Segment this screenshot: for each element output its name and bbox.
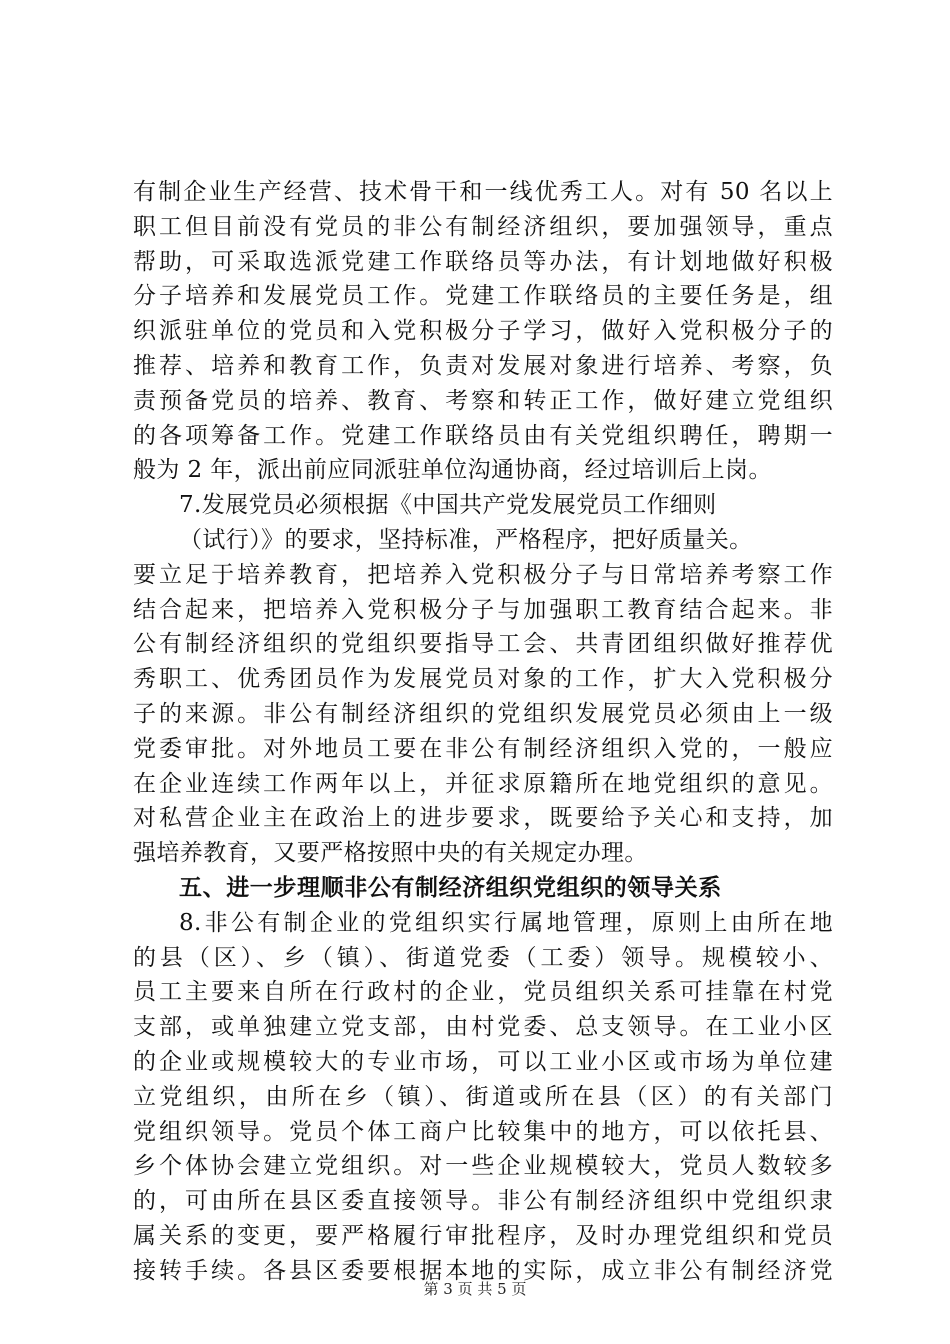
text-line: 党组织领导。党员个体工商户比较集中的地方，可以依托县、 (133, 1118, 833, 1145)
document-body (133, 175, 833, 1289)
text-line: 公有制经济组织的党组织要指导工会、共青团组织做好推荐优 (133, 631, 833, 658)
text-line: 秀职工、优秀团员作为发展党员对象的工作，扩大入党积极分 (133, 666, 833, 693)
text-line: 的各项筹备工作。党建工作联络员由有关党组织聘任，聘期一 (133, 422, 833, 449)
text-line: 对私营企业主在政治上的进步要求，既要给予关心和支持，加 (133, 805, 833, 832)
text-line: 立党组织，由所在乡（镇）、街道或所在县（区）的有关部门 (133, 1083, 833, 1110)
text-line: 要立足于培养教育，把培养入党积极分子与日常培养考察工作 (133, 561, 833, 588)
text-line: 子的来源。非公有制经济组织的党组织发展党员必须由上一级 (133, 700, 833, 727)
text-line: 职工但目前没有党员的非公有制经济组织，要加强领导，重点 (133, 213, 833, 240)
text-line: 属关系的变更，要严格履行审批程序，及时办理党组织和党员 (133, 1222, 833, 1249)
text-line: 般为 2 年，派出前应同派驻单位沟通协商，经过培训后上岗。 (133, 457, 772, 484)
text-line: 的企业或规模较大的专业市场，可以工业小区或市场为单位建 (133, 1048, 833, 1075)
text-line: 推荐、培养和教育工作，负责对发展对象进行培养、考察，负 (133, 352, 833, 379)
page-number: 第 3 页 共 5 页 (423, 1280, 527, 1298)
page-footer (0, 1278, 950, 1299)
paragraph-start-line: 7.发展党员必须根据《中国共产党发展党员工作细则 (179, 492, 717, 519)
text-line: 结合起来，把培养入党积极分子与加强职工教育结合起来。非 (133, 596, 833, 623)
text-line: 有制企业生产经营、技术骨干和一线优秀工人。对有 50 名以上 (133, 179, 833, 205)
text-line: 责预备党员的培养、教育、考察和转正工作，做好建立党组织 (133, 387, 833, 414)
text-line: 分子培养和发展党员工作。党建工作联络员的主要任务是，组 (133, 283, 833, 310)
text-line: 党委审批。对外地员工要在非公有制经济组织入党的，一般应 (133, 735, 833, 762)
text-line: 的，可由所在县区委直接领导。非公有制经济组织中党组织隶 (133, 1188, 833, 1215)
text-line: 织派驻单位的党员和入党积极分子学习，做好入党积极分子的 (133, 318, 833, 345)
text-line: （试行）》的要求，坚持标准，严格程序，把好质量关。 (179, 526, 753, 553)
text-line: 强培养教育，又要严格按照中央的有关规定办理。 (133, 840, 648, 867)
section-heading: 五、进一步理顺非公有制经济组织党组织的领导关系 (179, 873, 722, 901)
text-line: 支部，或单独建立党支部，由村党委、总支领导。在工业小区 (133, 1014, 833, 1041)
text-line: 员工主要来自所在行政村的企业，党员组织关系可挂靠在村党 (133, 979, 833, 1006)
text-line: 在企业连续工作两年以上，并征求原籍所在地党组织的意见。 (133, 770, 833, 797)
text-line: 乡个体协会建立党组织。对一些企业规模较大，党员人数较多 (133, 1153, 833, 1180)
text-line: 接转手续。各县区委要根据本地的实际，成立非公有制经济党 (133, 1257, 833, 1284)
paragraph-start-line: 8.非公有制企业的党组织实行属地管理，原则上由所在地 (179, 909, 833, 936)
text-line: 的县（区）、乡（镇）、街道党委（工委）领导。规模较小、 (133, 944, 833, 971)
text-line: 帮助，可采取选派党建工作联络员等办法，有计划地做好积极 (133, 248, 833, 275)
